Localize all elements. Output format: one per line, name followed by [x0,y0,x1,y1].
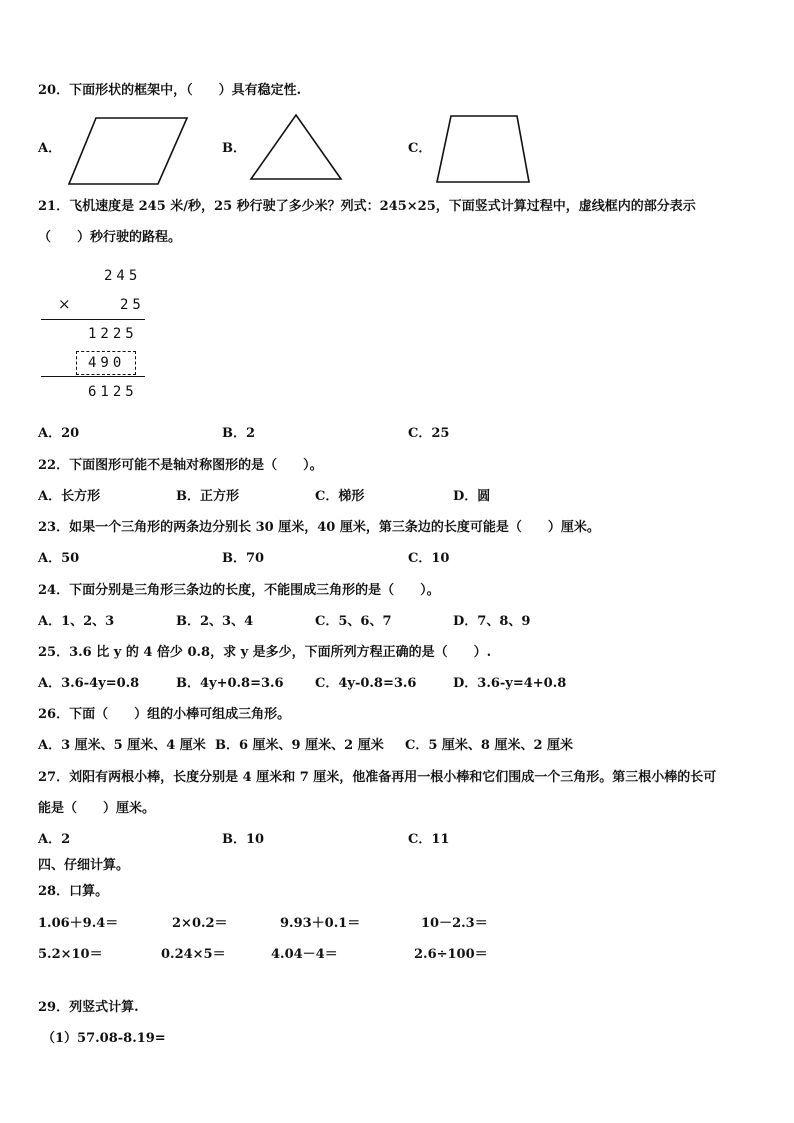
q27-option-a: A．2 [38,832,71,847]
q25-option-c: C．4y-0.8=3.6 [315,676,417,691]
question-24-stem: 24．下面分别是三角形三条边的长度，不能围成三角形的是（ ）。 [38,583,440,598]
mental-calc-item: 5.2×10＝ [38,947,103,962]
question-29-stem: 29．列竖式计算. [38,1000,139,1015]
mental-calc-item: 2×0.2＝ [172,916,228,931]
question-21-stem-line1: 21．飞机速度是 245 米/秒，25 秒行驶了多少米？列式：245×25，下面竖式计算过程中，虚线框内的部分表示 [38,199,696,214]
q22-option-d: D．圆 [453,489,491,504]
calc-product: 6125 [88,384,138,400]
mental-calc-item: 9.93＋0.1＝ [280,916,361,931]
calc-line-1 [41,319,145,320]
question-21-stem-line2: （ ）秒行驶的路程。 [38,230,182,245]
question-27-stem-line1: 27．刘阳有两根小棒，长度分别是 4 厘米和 7 厘米，他准备再用一根小棒和它们围成一个三角形。第三根小棒的长可 [38,770,717,785]
q26-option-a: A．3 厘米、5 厘米、4 厘米 [38,738,206,753]
q27-option-c: C．11 [408,832,450,847]
calc-line-2 [41,376,145,377]
q22-option-c: C．梯形 [315,489,365,504]
q21-option-b: B．2 [222,426,256,441]
calc-multiplier: 25 [120,297,145,313]
q29-item-1: （1）57.08-8.19= [42,1031,166,1046]
section-4-heading: 四、仔细计算。 [38,858,130,873]
parallelogram-figure [66,115,190,187]
question-23-stem: 23．如果一个三角形的两条边分别长 30 厘米，40 厘米，第三条边的长度可能是（ ）厘米。 [38,520,600,535]
q23-option-a: A．50 [38,551,80,566]
question-25-stem: 25．3.6 比 y 的 4 倍少 0.8，求 y 是多少，下面所列方程正确的是（ ）. [38,645,492,660]
triangle-figure [248,112,344,184]
mental-calc-item: 1.06＋9.4＝ [38,916,119,931]
mental-calc-item: 0.24×5＝ [161,947,226,962]
question-26-stem: 26．下面（ ）组的小棒可组成三角形。 [38,707,291,722]
calc-multiplicand: 245 [104,268,142,284]
question-22-stem: 22．下面图形可能不是轴对称图形的是（ ）。 [38,458,323,473]
q24-option-b: B．2、3、4 [176,614,254,629]
trapezoid-figure [434,113,532,185]
q20-option-b-label: B． [222,141,246,156]
q21-option-c: C．25 [408,426,450,441]
question-28-stem: 28．口算。 [38,884,109,899]
q21-option-a: A．20 [38,426,80,441]
mental-calc-item: 2.6÷100＝ [414,947,488,962]
calc-partial-1: 1225 [88,326,138,342]
q23-option-b: B．70 [222,551,265,566]
question-20-stem: 20．下面形状的框架中，（ ）具有稳定性. [38,83,302,98]
q25-option-a: A．3.6-4y=0.8 [38,676,140,691]
multiply-sign: × [58,295,71,313]
question-27-stem-line2: 能是（ ）厘米。 [38,801,156,816]
q20-option-c-label: C． [408,141,432,156]
q26-option-b: B．6 厘米、9 厘米、2 厘米 [215,738,384,753]
q26-option-c: C．5 厘米、8 厘米、2 厘米 [405,738,574,753]
mental-calc-item: 4.04－4＝ [271,947,338,962]
q24-option-d: D．7、8、9 [453,614,531,629]
q25-option-b: B．4y+0.8=3.6 [176,676,284,691]
q25-option-d: D．3.6-y=4+0.8 [453,676,567,691]
q22-option-b: B．正方形 [176,489,239,504]
q27-option-b: B．10 [222,832,265,847]
q24-option-c: C．5、6、7 [315,614,392,629]
q24-option-a: A．1、2、3 [38,614,115,629]
q20-option-a-label: A． [38,141,62,156]
q23-option-c: C．10 [408,551,450,566]
q22-option-a: A．长方形 [38,489,101,504]
mental-calc-item: 10－2.3＝ [421,916,488,931]
calc-partial-2: 490 [88,355,126,371]
